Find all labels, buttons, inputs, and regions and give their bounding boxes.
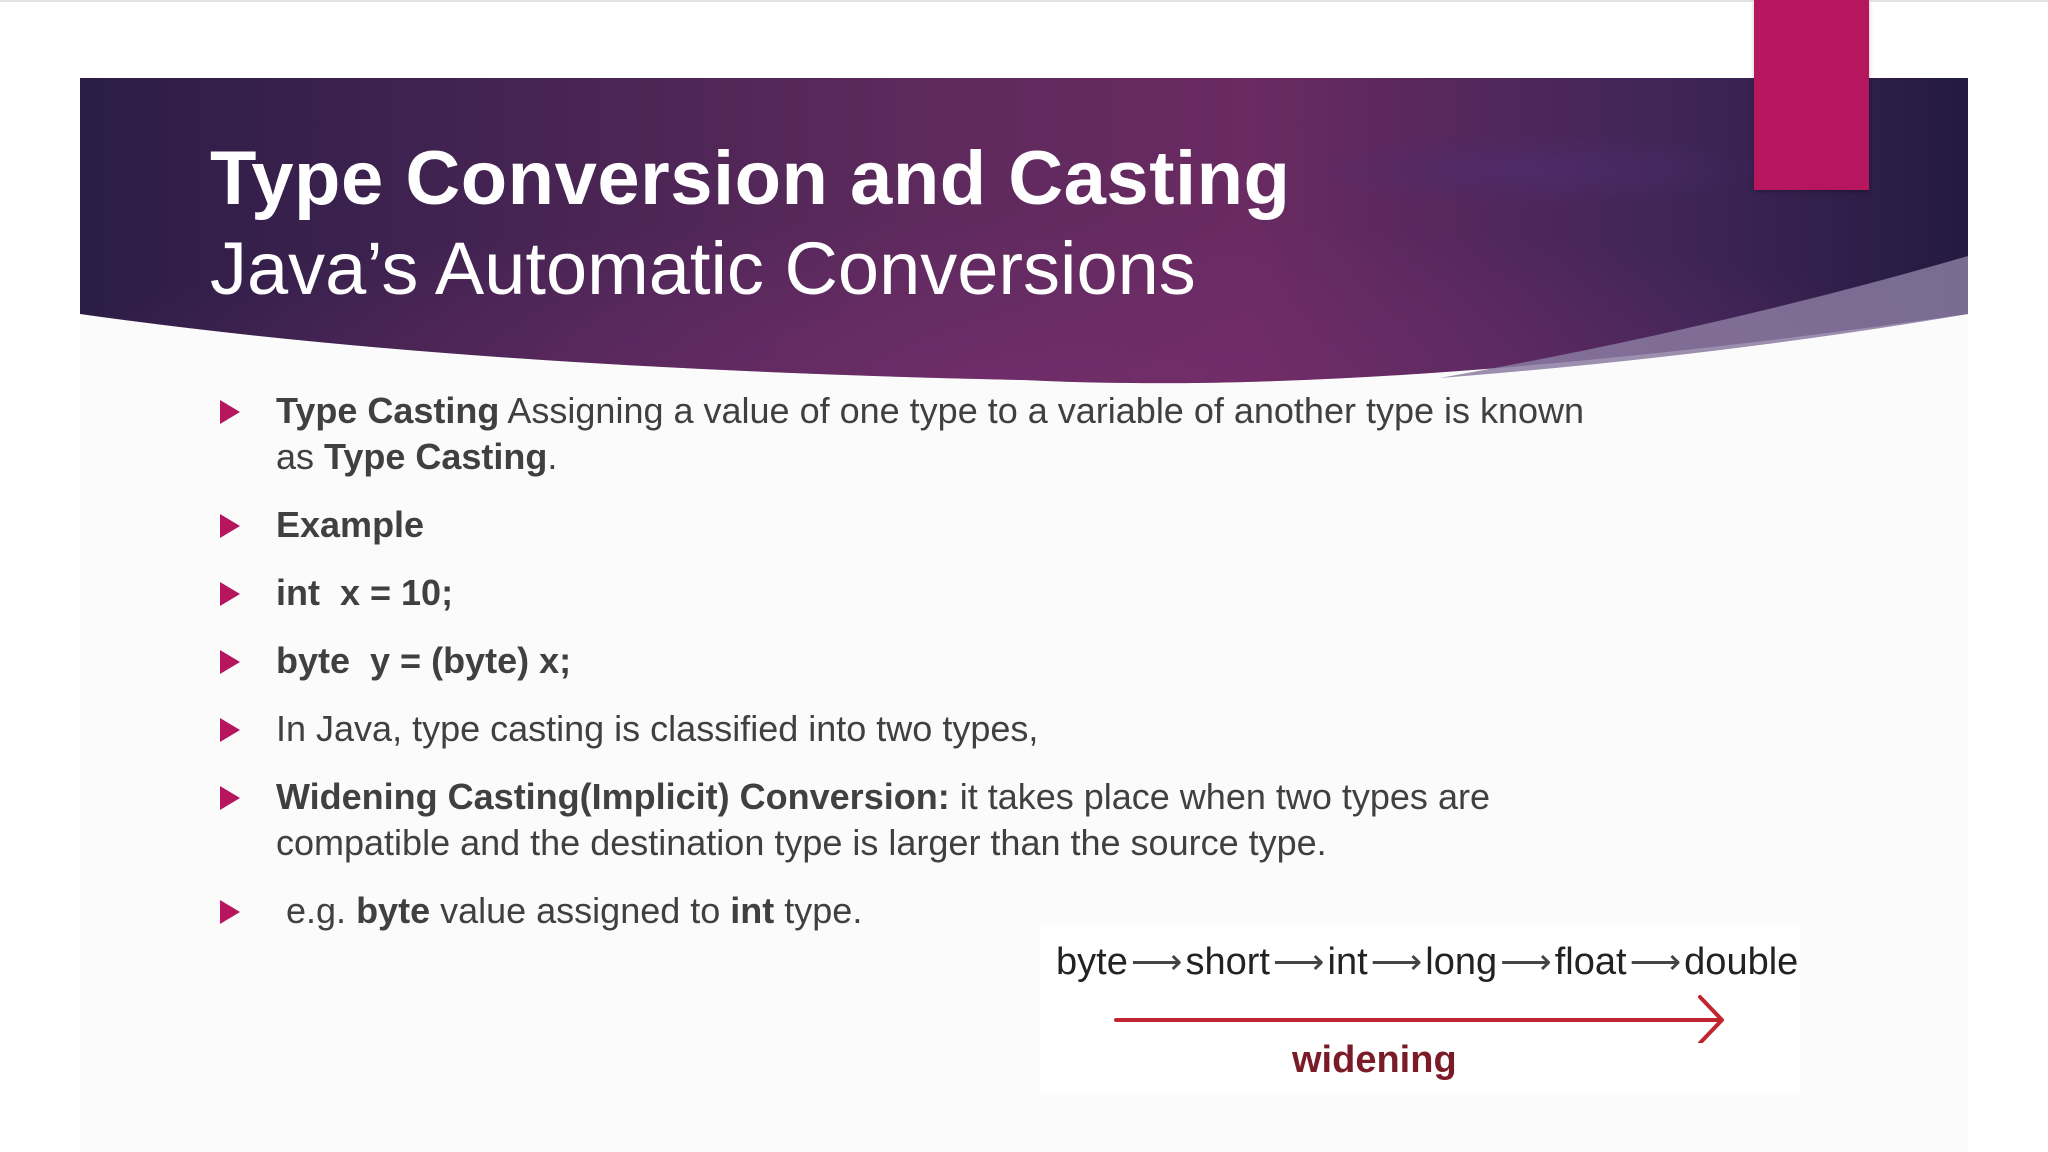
classification-text: In Java, type casting is classified into two types, [276, 708, 1039, 749]
bullet-type-casting-definition [214, 388, 1614, 480]
code-line-int: int x = 10; [276, 572, 454, 613]
accent-tab [1754, 0, 1869, 190]
example-prefix: e.g. [276, 890, 357, 931]
example-middle: value assigned to [430, 890, 731, 931]
right-arrow-icon: ⟶ [1629, 941, 1682, 982]
widening-label: widening [1292, 1039, 1457, 1081]
type-chain [1056, 937, 1798, 987]
widening-description: it takes place when two types are compatible and the destination type is larger than the source type. [276, 776, 1490, 863]
bullet-triangle-icon [220, 650, 240, 674]
top-divider [0, 0, 2048, 2]
type-byte: byte [1056, 941, 1128, 983]
bullet-list [214, 388, 1614, 956]
term-int: int [730, 890, 775, 931]
slide-title: Type Conversion and Casting [210, 136, 1291, 221]
term-type-casting: Type Casting [276, 390, 500, 431]
example-heading: Example [276, 504, 425, 545]
bullet-triangle-icon [220, 514, 240, 538]
right-arrow-icon: ⟶ [1370, 941, 1423, 982]
bullet-example-heading [214, 502, 1614, 548]
bullet-code-int [214, 570, 1614, 616]
term-byte: byte [356, 890, 431, 931]
definition-text: Assigning a value of one type to a variable of another type is known as [276, 390, 1585, 477]
code-line-byte: byte y = (byte) x; [276, 640, 572, 681]
term-type-casting-repeat: Type Casting [324, 436, 548, 477]
definition-tail: . [547, 436, 558, 477]
bullet-triangle-icon [220, 582, 240, 606]
widening-arrow-icon [1110, 993, 1730, 1043]
bullet-triangle-icon [220, 900, 240, 924]
bullet-code-byte [214, 638, 1614, 684]
type-float: float [1554, 941, 1627, 983]
term-widening-casting: Widening Casting(Implicit) Conversion: [276, 776, 950, 817]
bullet-triangle-icon [220, 718, 240, 742]
slide-subtitle: Java’s Automatic Conversions [210, 227, 1196, 310]
bullet-triangle-icon [220, 400, 240, 424]
right-arrow-icon: ⟶ [1130, 941, 1183, 982]
bullet-classification [214, 706, 1614, 752]
example-tail: type. [774, 890, 863, 931]
bullet-widening [214, 774, 1614, 866]
type-double: double [1684, 941, 1799, 983]
right-arrow-icon: ⟶ [1500, 941, 1552, 982]
bullet-triangle-icon [220, 786, 240, 810]
type-int: int [1327, 941, 1368, 983]
right-arrow-icon: ⟶ [1272, 941, 1325, 982]
widening-diagram [1040, 925, 1800, 1095]
type-short: short [1185, 941, 1270, 983]
type-long: long [1425, 941, 1498, 983]
